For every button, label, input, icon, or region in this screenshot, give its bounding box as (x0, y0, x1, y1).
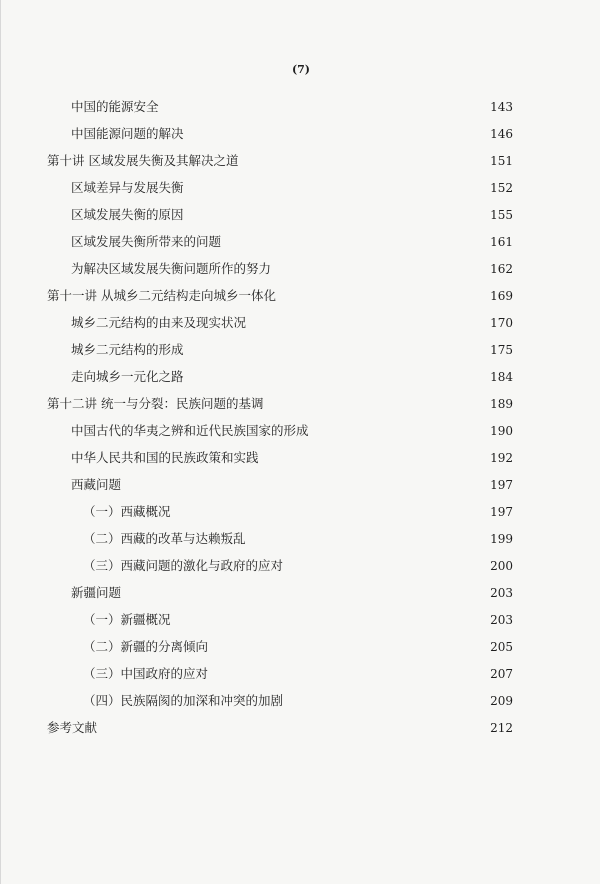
toc-entry-title: 城乡二元结构的形成 (71, 342, 184, 357)
toc-entry-page: 175 (490, 343, 513, 357)
toc-entry-title: 中国古代的华夷之辨和近代民族国家的形成 (71, 423, 309, 438)
toc-entry[interactable] (1, 690, 600, 712)
toc-entry[interactable] (1, 231, 600, 253)
toc-entry-title: 参考文献 (47, 720, 98, 735)
toc-entry-title: （一）西藏概况 (83, 504, 171, 519)
toc-entry[interactable] (1, 609, 600, 631)
toc-entry-page: 203 (490, 613, 513, 627)
toc-entry[interactable] (1, 663, 600, 685)
toc-entry-title: 为解决区域发展失衡问题所作的努力 (71, 261, 272, 276)
toc-entry-page: 184 (490, 370, 513, 384)
toc-entry-page: 189 (490, 397, 513, 411)
toc-entry[interactable] (1, 528, 600, 550)
toc-entry-page: 205 (490, 640, 513, 654)
toc-entry-title: （二）西藏的改革与达赖叛乱 (83, 531, 246, 546)
toc-entry-page: 197 (490, 505, 513, 519)
toc-entry-page: 207 (490, 667, 513, 681)
toc-entry-title: （四）民族隔阂的加深和冲突的加剧 (83, 693, 284, 708)
toc-entry[interactable] (1, 555, 600, 577)
toc-entry-page: 155 (490, 208, 513, 222)
toc-entry-page: 143 (490, 100, 513, 114)
toc-entry[interactable] (1, 393, 600, 415)
toc-entry-title: 走向城乡一元化之路 (71, 369, 184, 384)
toc-entry[interactable] (1, 636, 600, 658)
toc-entry[interactable] (1, 204, 600, 226)
toc-entry-page: 151 (490, 154, 513, 168)
toc-entry-title: 区域发展失衡所带来的问题 (71, 234, 222, 249)
toc-entry-page: 190 (490, 424, 513, 438)
toc-entry[interactable] (1, 96, 600, 118)
toc-entry-title: 第十二讲 统一与分裂：民族问题的基调 (47, 396, 264, 411)
toc-entry[interactable] (1, 366, 600, 388)
toc-entry-page: 197 (490, 478, 513, 492)
page-number: (7) (291, 63, 311, 76)
toc-entry-title: 西藏问题 (71, 477, 122, 492)
toc-entry-page: 212 (490, 721, 513, 735)
toc-entry[interactable] (1, 717, 600, 739)
toc-entry-page: 199 (490, 532, 513, 546)
toc-entry[interactable] (1, 123, 600, 145)
toc-entry-page: 162 (490, 262, 513, 276)
toc-entry-title: 城乡二元结构的由来及现实状况 (71, 315, 247, 330)
toc-entry-title: （三）中国政府的应对 (83, 666, 209, 681)
toc-entry-title: （三）西藏问题的激化与政府的应对 (83, 558, 284, 573)
toc-entry-page: 146 (490, 127, 513, 141)
toc-entry[interactable] (1, 150, 600, 172)
toc-entry-title: 区域发展失衡的原因 (71, 207, 184, 222)
toc-entry[interactable] (1, 339, 600, 361)
toc-entry-page: 161 (490, 235, 513, 249)
toc-entry-title: 中国能源问题的解决 (71, 126, 184, 141)
toc-entry-title: 第十一讲 从城乡二元结构走向城乡一体化 (47, 288, 276, 303)
toc-entry[interactable] (1, 582, 600, 604)
toc-entry[interactable] (1, 447, 600, 469)
toc-entry-title: 新疆问题 (71, 585, 122, 600)
toc-entry-title: 中华人民共和国的民族政策和实践 (71, 450, 259, 465)
toc-entry-page: 192 (490, 451, 513, 465)
toc-entry-page: 169 (490, 289, 513, 303)
toc-entry-title: （二）新疆的分离倾向 (83, 639, 209, 654)
toc-entry[interactable] (1, 501, 600, 523)
toc-entry-page: 152 (490, 181, 513, 195)
toc-entry[interactable] (1, 258, 600, 280)
toc-entry[interactable] (1, 285, 600, 307)
toc-entry-title: （一）新疆概况 (83, 612, 171, 627)
toc-entry[interactable] (1, 420, 600, 442)
toc-entry-page: 203 (490, 586, 513, 600)
toc-entry-title: 区域差异与发展失衡 (71, 180, 184, 195)
toc-entry[interactable] (1, 312, 600, 334)
toc-entry-page: 170 (490, 316, 513, 330)
toc-entry-title: 第十讲 区域发展失衡及其解决之道 (47, 153, 239, 168)
toc-entry[interactable] (1, 474, 600, 496)
toc-entry[interactable] (1, 177, 600, 199)
toc-entry-title: 中国的能源安全 (71, 99, 159, 114)
toc-entry-page: 209 (490, 694, 513, 708)
toc-entry-page: 200 (490, 559, 513, 573)
